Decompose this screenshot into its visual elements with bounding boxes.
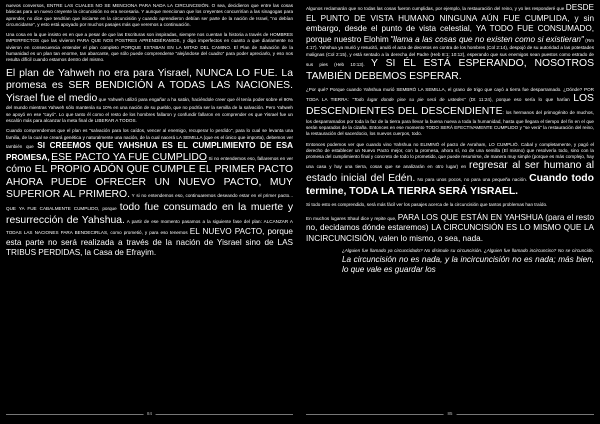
left-paragraph-3 — [6, 68, 293, 125]
right-paragraph-2-cont-2: : los hermanos del primogénito de muchos, los desparramados por toda la faz de la tierra para llevar la buena nueva a toda la humanidad, hasta que llegara el tiempo del fin en el que serán separados de la cizaña. Entonces en ese momento TODO SERÁ EFECTIVAMENTE CUMPLIDO y "se verá" la restauración del reino, la restauración del sacerdocio, los nuevos cuerpos, todo. — [306, 110, 594, 137]
left-highlight-promesa: SI CREEMOS QUE YAHSHUA ES EL CUMPLIMIENTO DE ESA PROMESA, — [6, 140, 293, 162]
right-quote-deuteronomio: "Todo lugar donde pise su pie será de ustedes" — [352, 97, 466, 103]
right-highlight-eden: regresar al ser humano al estado inicial del Edén. — [306, 160, 594, 185]
right-highlight-circuncision: PARA LOS QUE ESTÁN EN YAHSHUA (para el resto no, decidamos dónde estaremos) LA CIRCUNCISIÓN ES LO MISMO QUE LA INCIRCUNCISIÓN, valen lo mismo, o sea, nada. — [306, 212, 594, 243]
right-paragraph-2-cont: (Dt 11:24), porque eso sería lo que harían — [469, 97, 570, 103]
right-page-number: 85 — [444, 411, 457, 417]
left-page — [6, 0, 293, 424]
right-block-quote — [306, 248, 594, 275]
left-paragraph-4-cont: Si no entendemos eso, fallaremos en ver — [208, 155, 293, 161]
right-paragraph-5 — [306, 213, 594, 245]
left-paragraph-1: nuevos conversos, ENTRE LAS CUALES NO SE MENCIONA PARA NADA LA CIRCUNCISIÓN. O sea, decidieron que entre las cosas básicas para un nuevo creyente la circuncisión no era necesaria. Y aunque mencionan que los creyentes concurrirían a las sinagogas para aprender, no dice que tendrían que iniciarse en la circuncisión y cuando aprendieron debían ser parte de la nación de Israel, "no debían circuncidarse", y esto está apoyado por muchos pasajes más que veremos a continuación. — [6, 3, 293, 27]
left-paragraph-4-cont-2: Y si no entendemos eso, continuaremos deseando estar en el primer pacto... QUE YA FUE CABALMENTE CUMPLIDO, porque — [6, 193, 293, 211]
right-paragraph-1-body: Algunos reclamarán que no todas las cosas fueron cumplidas, por ejemplo, la restauración del reino, y yo les responderé que — [306, 6, 565, 11]
left-highlight-tribus: EL NUEVO PACTO, porque esta parte no será realizada a través de la nación de Yisrael sino de LAS TRIBUS PERDIDAS, la Casa de Efrayim. — [6, 227, 293, 258]
right-block-quote-large: La circuncisión no es nada, y la incircuncisión no es nada; más bien, lo que vale es guardar los — [342, 254, 594, 275]
left-highlight-pacto-cumplido: ESE PACTO YA FUE CUMPLIDO — [51, 151, 207, 163]
right-highlight-toda-la-tierra: Cuando todo termine, TODA LA TIERRA SERÁ YISRAEL. — [306, 173, 594, 197]
left-paragraph-2: Una cosa en la que insisto es en que a pesar de que las Escrituras son inspiradas, siempre nos cuentan la historia a través de HOMBRES IMPERFECTOS que las vivieron PARA QUE NOS POSTRES APRENDIÉRAMOS, y digo imperfectos en cuanto a que diariamente no vivieron en consecuencia entender el plan completo PORQUE ESTABAN EN LA MITAD DEL CAMINO. El Plan de Salvación de la humanidad es un plan tan enorme, tan abarcante, que sólo puede comprenderse "alejándose del cuadro" para poder apreciarlo, y eso nos resulta difícil cuando estamos dentro del mismo. — [6, 32, 293, 63]
right-paragraph-3 — [306, 142, 594, 199]
left-highlight-nuevo-pacto: cómo EL PROPIO ADÓN QUE CUMPLE EL PRIMER PACTO AHORA PUEDE OFRECER UN NUEVO PACTO, MUY SUPERIOR AL PRIMERO. — [6, 164, 293, 201]
left-paragraph-4-cont-3: A partir de ese momento pasamos a la siguiente fase del plan: ALCANZAR A TODAS LAS NACIONES PARA BENDECIRLAS, como prometió, y para eso tenemos — [6, 218, 293, 236]
right-paragraph-4: Si todo esto es comprendido, será más fácil ver los pasajes acerca de la circuncisión que tantos problemas han traído. — [306, 202, 548, 208]
left-highlight-plan: El plan de Yahweh no era para Yisrael, NUNCA LO FUE. La promesa es SER BENDICIÓN A TODAS LAS NACIONES. Yisrael fue el medio — [6, 67, 293, 104]
left-paragraph-3-body: que Yahweh utilizó para engañar a ha satán, haciéndole creer que él tenía poder sobre el 90% del mundo mientras Yahweh sólo mantenía su 10% en una nación de su pueblo, que no podría ser la semilla de la salvación. Pero Yahweh se apoyó en ese "cayó". Lo que tanto él como el resto de los hombres fallaron y confundir fallaron en comprender es que Yisrael fue un escalón más para alcanzar la meta final de LIBERAR A TODOS. — [6, 96, 293, 124]
right-paragraph-2-body: ¿Por qué? Porque cuando Yahshua murió SEMBRÓ LA SEMILLA, el grano de trigo que cayó a tierra fue desparramado. ¿Dónde? POR TODA LA TIERRA: — [306, 87, 594, 103]
right-page — [306, 0, 594, 424]
right-highlight-descendientes: LOS DESCENDIENTES DEL DESCENDIENTE — [306, 93, 594, 118]
right-footer — [306, 412, 594, 418]
left-paragraph-4-body: Cuando comprendemos que el plan es "salvación para los caídos, vencer al enemigo, recuperar lo perdido", para lo cual se levanta una familia, de la cual se creará genética y naturalmente una nación, de la cual nacerá LA SEMILLA (que es el único que importa), debemos ver también que — [6, 128, 293, 149]
right-paragraph-3-body: Entonces podemos ver que cuando vino Yahshua no ELIMINÓ el pacto de Avraham, LO CUMPLIÓ. Cabal y completamente, y pagó el derecho de establecer un Nuevo Pacto mejor, con la promesa, ahora sí, no de una semilla (El mismo) que resolvería todo, sino con la promesa del cumplimiento final y concreto de todo lo prometido, que puede resumirse, de manera muy simple (porque es más complejo, hay una casa y hay una tierra, cosas que se analizarán en otro lugar) en — [306, 141, 594, 170]
left-paragraph-4 — [6, 128, 293, 259]
right-highlight-esperando: Y SI ÉL ESTÁ ESPERANDO, NOSOTROS TAMBIÉN DEBEMOS ESPERAR. — [306, 57, 594, 82]
right-paragraph-2 — [306, 87, 594, 137]
left-footer — [6, 412, 293, 418]
right-block-quote-small: ¿Alguien fue llamado ya circuncidado? No disimule su circuncisión. ¿Alguien fue llamado incircunciso? No se circuncide. — [342, 248, 594, 254]
right-paragraph-1 — [306, 3, 594, 83]
right-paragraph-3-cont: No para unos pocos, no para una pequeña nación. — [417, 177, 528, 183]
right-paragraph-1-cont: (Rm 4:17). Yahshua ya murió y resucitó, anuló el acta de decretos en contra de los hombres (Col 2:14), despojó de su autoridad a las potestades malignas (Col 2:15), y está sentado a la derecha del Padre (Heb 8:1; 10:12), esperando que sus enemigos sean puestos como estrado de sus pies (Heb 10:13). — [306, 37, 594, 67]
left-highlight-consumado: todo fue consumado en la muerte y resurrección de Yahshua. — [6, 201, 293, 226]
left-page-number: 84 — [143, 411, 156, 417]
right-highlight-punto-de-vista: DESDE EL PUNTO DE VISTA HUMANO NINGUNA AÚN FUE CUMPLIDA, y sin embargo, desde el punto de vista celestial, YA TODO FUE CONSUMADO, porque nuestro Elohim — [306, 3, 594, 44]
right-paragraph-5-body: En muchos lugares Shaul dice y repite que, — [306, 215, 397, 221]
right-quote-romanos: "llama a las cosas que no existen como si existieran" — [390, 34, 584, 44]
